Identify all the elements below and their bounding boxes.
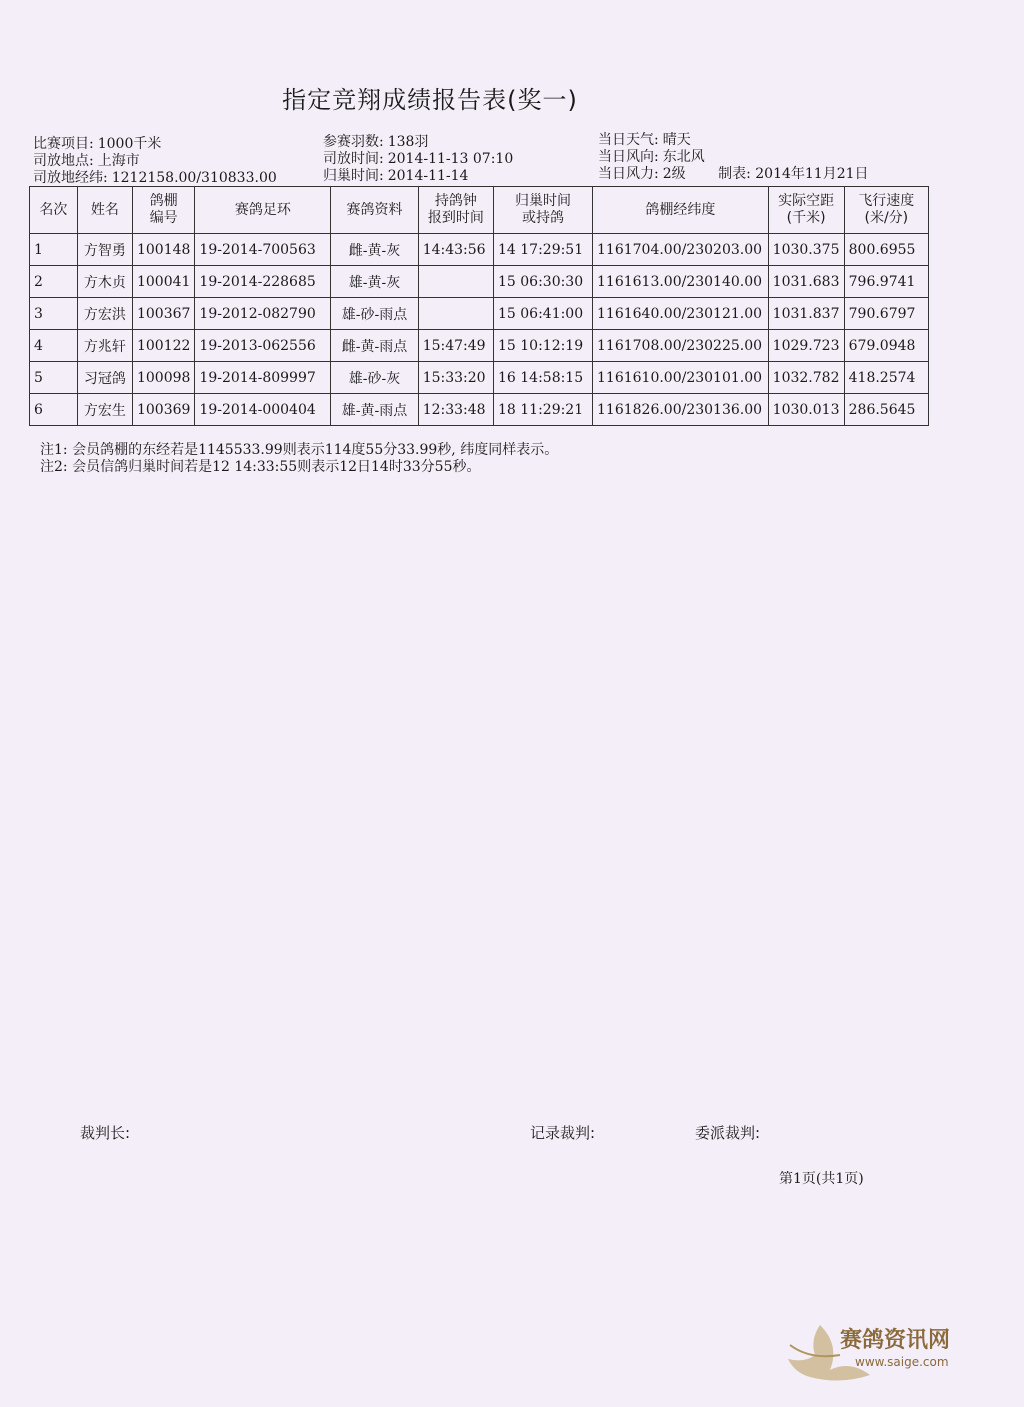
meta-weather: 当日天气: 晴天 bbox=[598, 132, 691, 148]
meta-column-times bbox=[323, 134, 513, 185]
table-cell: 14:43:56 bbox=[418, 234, 493, 266]
meta-column-weather bbox=[598, 132, 869, 183]
table-cell: 100122 bbox=[132, 330, 194, 362]
made-date-label: 制表: bbox=[718, 166, 751, 182]
table-cell: 1031.837 bbox=[768, 298, 844, 330]
table-body bbox=[30, 234, 929, 426]
note-1: 注1: 会员鸽棚的东经若是1145533.99则表示114度55分33.99秒, 纬度同样表示。 bbox=[40, 442, 559, 458]
table-cell: 方宏洪 bbox=[77, 298, 132, 330]
table-row bbox=[30, 298, 929, 330]
column-header: 姓名 bbox=[77, 187, 132, 234]
table-cell: 800.6955 bbox=[844, 234, 928, 266]
table-cell: 雄-黄-雨点 bbox=[331, 394, 418, 426]
table-cell: 15 10:12:19 bbox=[493, 330, 592, 362]
table-cell: 679.0948 bbox=[844, 330, 928, 362]
table-cell: 18 11:29:21 bbox=[493, 394, 592, 426]
meta-entries: 参赛羽数: 138羽 bbox=[323, 134, 429, 150]
table-cell: 12:33:48 bbox=[418, 394, 493, 426]
table-cell: 286.5645 bbox=[844, 394, 928, 426]
table-cell: 4 bbox=[30, 330, 78, 362]
table-cell: 6 bbox=[30, 394, 78, 426]
table-cell: 19-2014-228685 bbox=[195, 266, 331, 298]
logo-name: 赛鸽资讯网 bbox=[840, 1328, 951, 1353]
note-2: 注2: 会员信鸽归巢时间若是12 14:33:55则表示12日14时33分55秒。 bbox=[40, 459, 481, 475]
meta-release-coords: 司放地经纬: 1212158.00/310833.00 bbox=[33, 170, 277, 186]
table-cell: 方宏生 bbox=[77, 394, 132, 426]
meta-return-time: 归巢时间: 2014-11-14 bbox=[323, 168, 469, 184]
table-cell: 1030.013 bbox=[768, 394, 844, 426]
table-cell: 1161826.00/230136.00 bbox=[593, 394, 769, 426]
column-header: 赛鸽足环 bbox=[195, 187, 331, 234]
table-cell: 16 14:58:15 bbox=[493, 362, 592, 394]
column-header: 归巢时间 或持鸽 bbox=[493, 187, 592, 234]
table-cell: 方兆轩 bbox=[77, 330, 132, 362]
table-cell: 15 06:41:00 bbox=[493, 298, 592, 330]
meta-column-race bbox=[33, 136, 277, 187]
table-cell: 雄-砂-灰 bbox=[331, 362, 418, 394]
report-title: 指定竞翔成绩报告表(奖一) bbox=[282, 86, 578, 114]
table-cell: 雌-黄-灰 bbox=[331, 234, 418, 266]
table-cell: 100041 bbox=[132, 266, 194, 298]
table-cell bbox=[418, 298, 493, 330]
table-cell: 1031.683 bbox=[768, 266, 844, 298]
table-cell: 1029.723 bbox=[768, 330, 844, 362]
table-cell: 1161640.00/230121.00 bbox=[593, 298, 769, 330]
table-cell: 100367 bbox=[132, 298, 194, 330]
logo-url: www.saige.com bbox=[855, 1355, 949, 1369]
meta-race-item: 比赛项目: 1000千米 bbox=[33, 136, 162, 152]
recorder-judge-label: 记录裁判: bbox=[530, 1124, 596, 1142]
results-table bbox=[29, 186, 929, 426]
table-cell: 1030.375 bbox=[768, 234, 844, 266]
table-cell: 1161704.00/230203.00 bbox=[593, 234, 769, 266]
table-cell: 雌-黄-雨点 bbox=[331, 330, 418, 362]
column-header: 持鸽钟 报到时间 bbox=[418, 187, 493, 234]
table-cell: 15:47:49 bbox=[418, 330, 493, 362]
table-cell: 19-2013-062556 bbox=[195, 330, 331, 362]
table-cell: 1161610.00/230101.00 bbox=[593, 362, 769, 394]
notes bbox=[40, 442, 558, 476]
made-date-value: 2014年11月21日 bbox=[755, 166, 869, 182]
table-cell: 14 17:29:51 bbox=[493, 234, 592, 266]
table-row bbox=[30, 330, 929, 362]
table-cell: 1032.782 bbox=[768, 362, 844, 394]
table-cell: 方智勇 bbox=[77, 234, 132, 266]
table-cell: 796.9741 bbox=[844, 266, 928, 298]
table-row bbox=[30, 362, 929, 394]
column-header: 名次 bbox=[30, 187, 78, 234]
table-cell: 1 bbox=[30, 234, 78, 266]
table-cell: 19-2014-700563 bbox=[195, 234, 331, 266]
column-header: 鸽棚经纬度 bbox=[593, 187, 769, 234]
table-cell: 19-2014-809997 bbox=[195, 362, 331, 394]
table-header-row bbox=[30, 187, 929, 234]
table-cell: 790.6797 bbox=[844, 298, 928, 330]
meta-release-time: 司放时间: 2014-11-13 07:10 bbox=[323, 151, 514, 167]
table-cell: 5 bbox=[30, 362, 78, 394]
table-cell bbox=[418, 266, 493, 298]
meta-wind-direction: 当日风向: 东北风 bbox=[598, 149, 705, 165]
table-cell: 1161613.00/230140.00 bbox=[593, 266, 769, 298]
table-cell: 418.2574 bbox=[844, 362, 928, 394]
column-header: 鸽棚 编号 bbox=[132, 187, 194, 234]
table-cell: 100148 bbox=[132, 234, 194, 266]
table-row bbox=[30, 394, 929, 426]
table-cell: 19-2014-000404 bbox=[195, 394, 331, 426]
meta-wind-force: 当日风力: 2级 制表: 2014年11月21日 bbox=[598, 166, 869, 182]
table-cell: 15 06:30:30 bbox=[493, 266, 592, 298]
table-cell: 雄-黄-灰 bbox=[331, 266, 418, 298]
table-cell: 习冠鸽 bbox=[77, 362, 132, 394]
table-cell: 15:33:20 bbox=[418, 362, 493, 394]
table-row bbox=[30, 266, 929, 298]
table-cell: 1161708.00/230225.00 bbox=[593, 330, 769, 362]
column-header: 赛鸽资料 bbox=[331, 187, 418, 234]
table-cell: 2 bbox=[30, 266, 78, 298]
appointed-judge-label: 委派裁判: bbox=[695, 1124, 761, 1142]
column-header: 飞行速度 (米/分) bbox=[844, 187, 928, 234]
page-number: 第1页(共1页) bbox=[779, 1171, 864, 1187]
meta-release-place: 司放地点: 上海市 bbox=[33, 153, 140, 169]
column-header: 实际空距 (千米) bbox=[768, 187, 844, 234]
table-cell: 19-2012-082790 bbox=[195, 298, 331, 330]
table-cell: 雄-砂-雨点 bbox=[331, 298, 418, 330]
chief-judge-label: 裁判长: bbox=[80, 1124, 131, 1142]
table-cell: 100098 bbox=[132, 362, 194, 394]
table-row bbox=[30, 234, 929, 266]
table-cell: 方木贞 bbox=[77, 266, 132, 298]
table-cell: 3 bbox=[30, 298, 78, 330]
table-cell: 100369 bbox=[132, 394, 194, 426]
